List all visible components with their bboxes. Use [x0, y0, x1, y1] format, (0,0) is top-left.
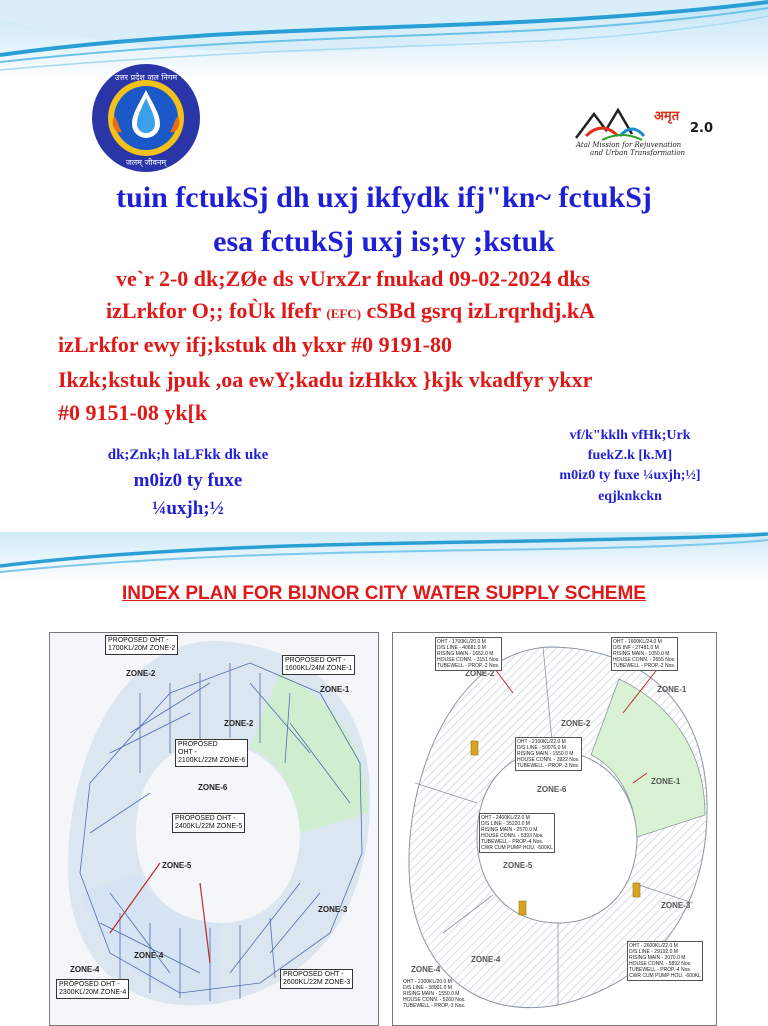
right-zone2-center-label: ZONE-2 [561, 719, 591, 728]
title-line-1: tuin fctukSj dh uxj ikfydk ifj"kn~ fctukSj [116, 181, 652, 214]
amrut-hindi-text: अमृत [654, 109, 680, 124]
left-sign-line-3: ¼uxjh;½ [152, 498, 224, 519]
left-oht-zone1-label: PROPOSED OHT - 1600KL/24M ZONE-1 [282, 655, 355, 675]
left-oht-zone4-label: PROPOSED OHT - 2300KL/20M ZONE-4 [56, 979, 129, 999]
right-zone1-center-label: ZONE-1 [651, 777, 681, 786]
right-info-zone4: OHT - 2300KL/20.0 M D/S LINE - 38901.0 M RISING MAIN - 1550.0 M HOUSE CONN. - 5260 Nos. TUBEWELL - PROP.-3 Nos. [403, 979, 466, 1009]
left-zone4-center-label: ZONE-4 [134, 951, 164, 960]
right-zone3-label: ZONE-3 [661, 901, 691, 910]
left-zone6-label: ZONE-6 [198, 783, 228, 792]
amrut-version-text: 2.0 [690, 121, 714, 136]
right-sign-line-4: eqjknkckn [598, 489, 662, 504]
right-sign-line-3: m0iz0 ty fuxe ¼uxjh;½] [559, 468, 701, 483]
left-zone-map [49, 632, 379, 1026]
red-line-5: #0 9151-08 yk[k [58, 400, 208, 425]
title-line-2: esa fctukSj uxj is;ty ;kstuk [213, 225, 555, 258]
left-zone3-label: ZONE-3 [318, 905, 348, 914]
logo-ring-bottom-text: जलम् जीवनम् [125, 158, 167, 167]
left-oht-zone5-label: PROPOSED OHT - 2400KL/22M ZONE-5 [172, 813, 245, 833]
red-line-3: izLrkfor ewy ifj;kstuk dh ykxr #0 9191-80 [58, 332, 452, 357]
right-info-zone5: OHT - 2400KL/22.0 M D/S LINE - 35220.0 M RISING MAIN - 2570.0 M HOUSE CONN. - 5393 Nos. TUBEWELL - PROP.-4 Nos. CWR CUM PUMP HOU. -500KL [481, 815, 553, 851]
right-zone5-label: ZONE-5 [503, 861, 533, 870]
red-line-2-a: izLrkfor O;; foÙk lfefr [106, 298, 327, 323]
red-line-2 [106, 298, 595, 324]
right-info-zone6: OHT - 2100KL/22.0 M D/S LINE - 50076.0 M RISING MAIN - 1550.0 M HOUSE CONN. - 3922 Nos. TUBEWELL - PROP.-3 Nos. [517, 739, 580, 769]
left-zone1-label: ZONE-1 [320, 685, 350, 694]
right-sign-line-1: vf/k"kklh vfHk;Urk [569, 428, 691, 443]
logo-ring-top-text: उत्तर प्रदेश जल निगम [114, 73, 178, 82]
left-sign-line-1: dk;Znk;h laLFkk dk uke [107, 447, 269, 463]
left-oht-zone3-label: PROPOSED OHT - 2600KL/22M ZONE-3 [280, 969, 353, 989]
right-zone1-label: ZONE-1 [657, 685, 687, 694]
left-zone4-label: ZONE-4 [70, 965, 100, 974]
right-info-zone2: OHT - 1700KL/20.0 M D/S LINE - 40681.0 M RISING MAIN - 1652.0 M HOUSE CONN. - 3151 Nos. TUBEWELL - PROP.-2 Nos. [437, 639, 500, 669]
efc-label: (EFC) [326, 306, 362, 321]
amrut-tagline-1: Atal Mission for Rejuvenation [576, 141, 682, 149]
left-zone2-label: ZONE-2 [126, 669, 156, 678]
right-zone6-label: ZONE-6 [537, 785, 567, 794]
amrut-logo [572, 100, 732, 156]
red-line-2-b: cSBd gsrq izLrqrhdj.kA [361, 298, 595, 323]
right-info-zone3: OHT - 2600KL/22.0 M D/S LINE - 29192.0 M RISING MAIN - 2070.0 M HOUSE CONN. - 5892 Nos. TUBEWELL - PROP.-4 Nos. CWR CUM PUMP HOU. -600KL [629, 943, 701, 979]
right-zone4-label: ZONE-4 [411, 965, 441, 974]
right-zone2-label: ZONE-2 [465, 669, 495, 678]
right-sign-line-2: fuekZ.k [k.M] [587, 448, 673, 463]
right-zone4-center-label: ZONE-4 [471, 955, 501, 964]
left-oht-zone2-label: PROPOSED OHT - 1700KL/20M ZONE-2 [105, 635, 178, 655]
jal-nigam-logo [90, 62, 202, 174]
left-zone2-center-label: ZONE-2 [224, 719, 254, 728]
left-sign-line-2: m0iz0 ty fuxe [133, 470, 243, 491]
middle-wave-banner [0, 532, 768, 582]
left-oht-zone6-label: PROPOSED OHT - 2100KL/22M ZONE-6 [175, 739, 248, 767]
right-info-zone1: OHT - 1600KL/24.0 M D/S INF - 27481.0 M RISING MAIN - 1050.0 M HOUSE CONN. - 2655 Nos. TUBEWELL - PROP.-2 Nos. [613, 639, 676, 669]
red-line-1: ve`r 2-0 dk;ZØe ds vUrxZr fnukad 09-02-2024 dks [116, 266, 591, 291]
amrut-tagline-2: and Urban Transformation [590, 149, 686, 156]
index-plan-title: INDEX PLAN FOR BIJNOR CITY WATER SUPPLY SCHEME [122, 583, 646, 604]
left-zone5-label: ZONE-5 [162, 861, 192, 870]
red-line-4: Ikzk;kstuk jpuk ,oa ewY;kadu izHkkx }kjk vkadfyr ykxr [58, 367, 593, 392]
right-zone-map [392, 632, 717, 1026]
